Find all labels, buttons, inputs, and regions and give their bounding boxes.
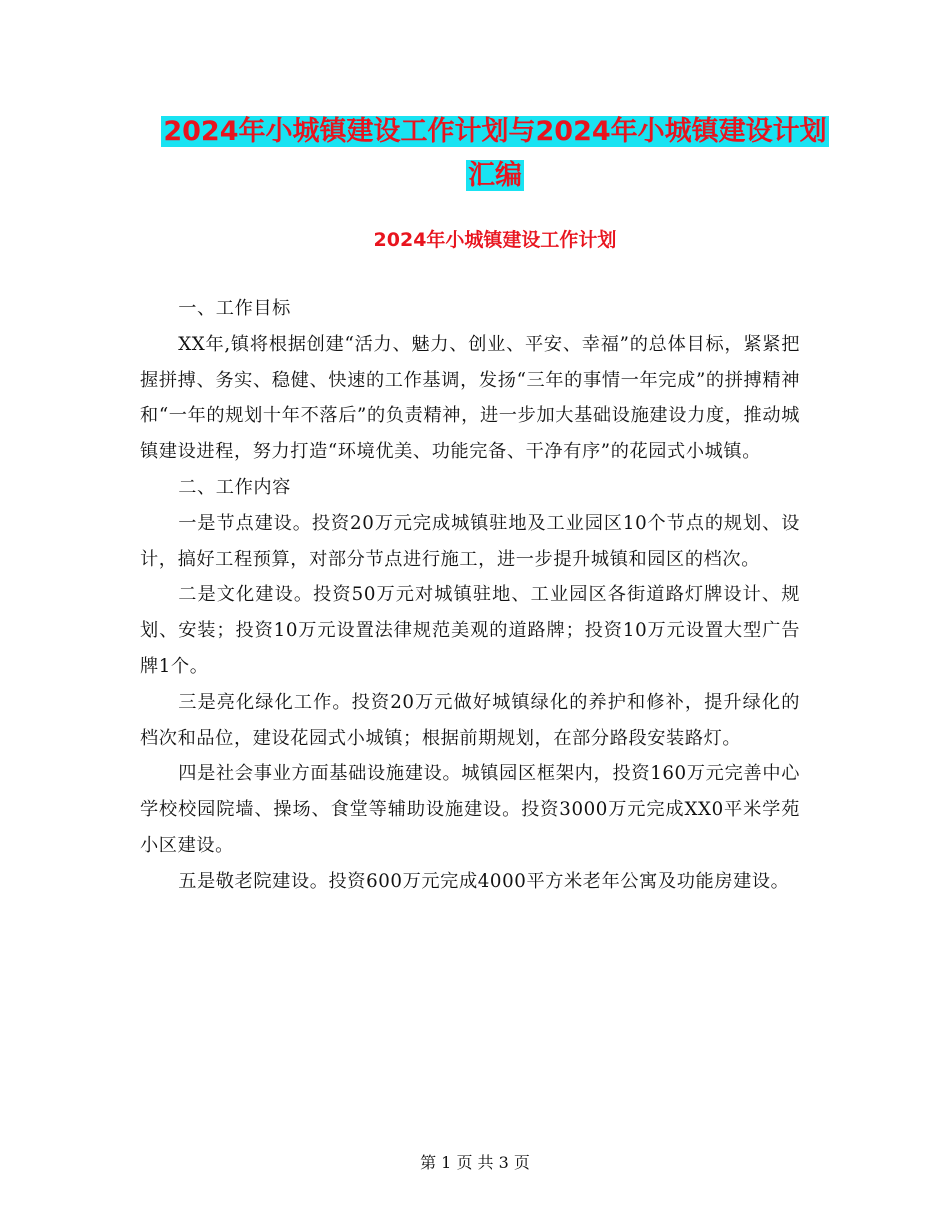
document-title — [140, 110, 850, 198]
document-body — [140, 291, 800, 900]
title-line-1: 2024年小城镇建设工作计划与2024年小城镇建设计划 — [163, 116, 827, 147]
paragraph: 五是敬老院建设。投资600万元完成4000平方米老年公寓及功能房建设。 — [178, 870, 790, 892]
paragraph: 一是节点建设。投资20万元完成城镇驻地及工业园区10个节点的规划、设计，搞好工程预算，对部分节点进行施工，进一步提升城镇和园区的档次。 — [140, 512, 800, 570]
paragraph: 三是亮化绿化工作。投资20万元做好城镇绿化的养护和修补，提升绿化的档次和品位，建设花园式小城镇；根据前期规划，在部分路段安装路灯。 — [140, 691, 800, 749]
paragraph: 四是社会事业方面基础设施建设。城镇园区框架内，投资160万元完善中心学校校园院墙、操场、食堂等辅助设施建设。投资3000万元完成XX0平米学苑小区建设。 — [140, 763, 800, 856]
paragraph: 二是文化建设。投资50万元对城镇驻地、工业园区各街道路灯牌设计、规划、安装；投资10万元设置法律规范美观的道路牌；投资10万元设置大型广告牌1个。 — [140, 584, 800, 677]
paragraph: XX年,镇将根据创建“活力、魅力、创业、平安、幸福”的总体目标，紧紧把握拼搏、务实、稳健、快速的工作基调，发扬“三年的事情一年完成”的拼搏精神和“一年的规划十年不落后”的负责精神，进一步加大基础设施建设力度，推动城镇建设进程，努力打造“环境优美、功能完备、干净有序”的花园式小城镇。 — [140, 333, 800, 463]
paragraph-heading-goal: 一、工作目标 — [178, 298, 291, 319]
section-title: 2024年小城镇建设工作计划 — [373, 229, 617, 251]
title-line-2: 汇编 — [468, 160, 522, 191]
page-footer: 第 1 页 共 3 页 — [420, 1153, 530, 1172]
paragraph-heading-content: 二、工作内容 — [178, 476, 291, 498]
